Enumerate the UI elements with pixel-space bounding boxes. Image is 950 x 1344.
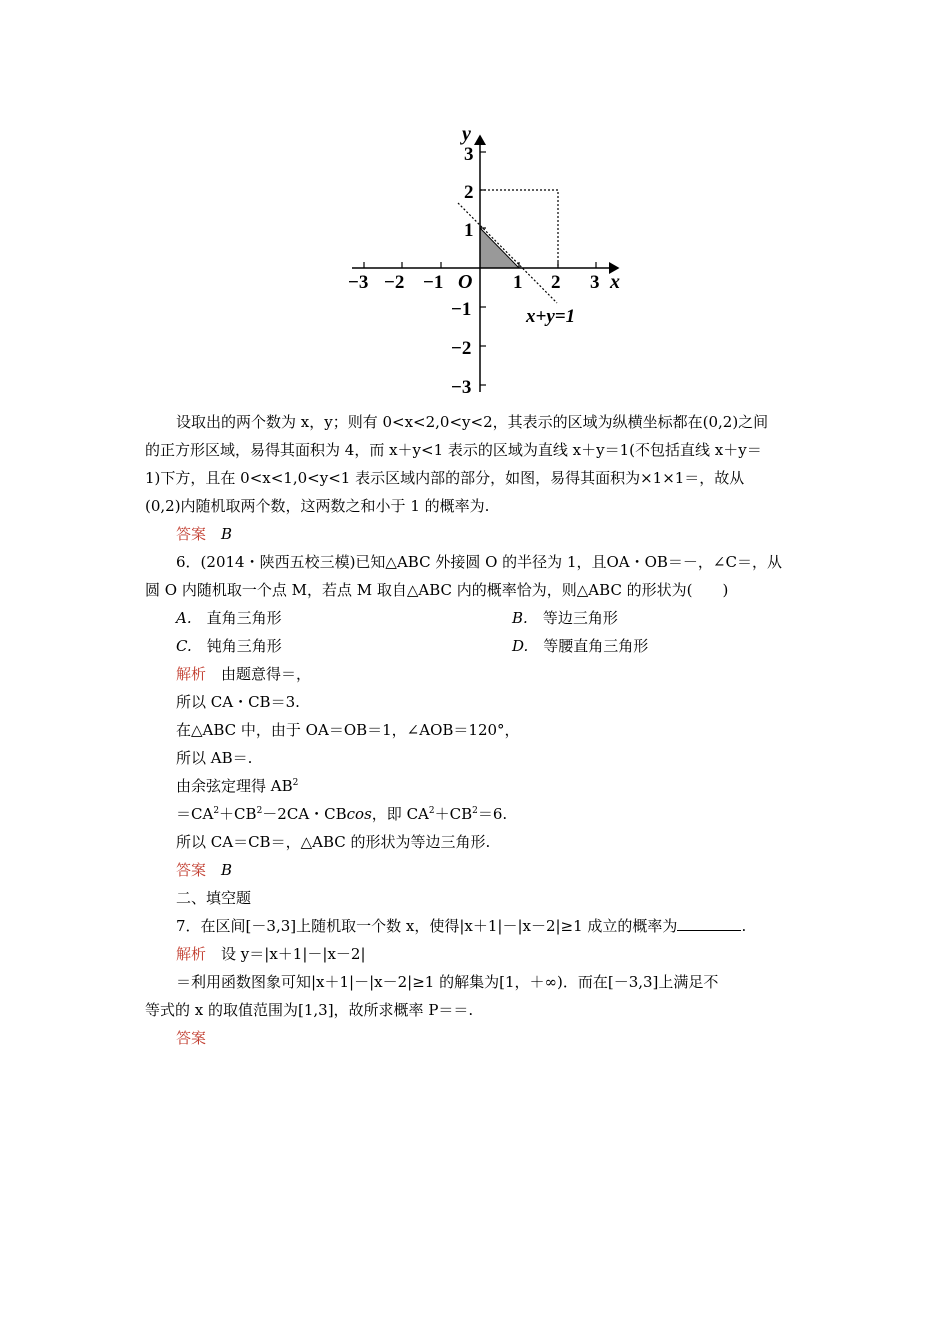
superscript: 2 [472,806,478,816]
answer-5 [176,520,232,548]
x-tick-label: −1 [423,272,444,293]
option-a [176,604,282,632]
superscript: 2 [256,806,263,816]
y-tick-label: 2 [464,182,474,203]
x-axis-label: x [610,271,620,293]
sol6-text: cos [346,805,372,823]
sol6-text: 由题意得＝， [221,665,312,683]
option-text: 等腰直角三角形 [543,637,649,655]
solution-label: 解析 [176,945,207,963]
q7-text: 7．在区间[－3,3]上随机取一个数 x，使得|x＋1|－|x－2|≥1 成立的概率为 [176,917,678,935]
answer-label: 答案 [176,861,207,879]
sol6-text: ＝6. [477,805,508,823]
option-text: 直角三角形 [206,609,282,627]
sol6-text: 由余弦定理得 AB [176,777,293,795]
sol6-line-7: 所以 CA＝CB＝，△ABC 的形状为等边三角形. [176,833,491,851]
option-letter: A. [176,609,192,627]
x-tick-label: −2 [384,272,405,293]
x-tick-label: 1 [513,272,523,293]
superscript: 2 [213,806,220,816]
option-text: 钝角三角形 [206,637,282,655]
answer-6 [176,856,232,884]
sol6-line-4: 所以 AB＝. [176,749,253,767]
sol6-line-6 [176,800,507,828]
sol6-line-5 [176,772,298,800]
q6-line-2: 圆 O 内随机取一个点 M，若点 M 取自△ABC 内的概率恰为，则△ABC 的形状为( ) [145,581,729,599]
sol7-line-2: ＝利用函数图象可知|x＋1|－|x－2|≥1 的解集为[1，＋∞)．而在[－3,3]上满足不 [176,973,719,991]
option-d [512,632,648,660]
line-label: x+y=1 [526,306,576,327]
sol6-text: ，即 CA [371,805,429,823]
p5-line-3: 1)下方，且在 0<x<1,0<y<1 表示区域内部的部分，如图，易得其面积为×1×1＝，故从 [145,469,745,487]
sol6-line-1 [176,660,311,688]
shaded-region [480,228,519,268]
p5-line-2: 的正方形区域，易得其面积为 4，而 x＋y<1 表示的区域为直线 x＋y＝1(不包括直线 x＋y＝ [145,441,762,459]
option-c [176,632,282,660]
superscript: 2 [292,778,299,788]
y-tick-label: −2 [451,338,472,359]
y-tick-label: −3 [451,377,472,398]
answer-label: 答案 [176,525,207,543]
x-tick-label: 2 [551,272,561,293]
option-b [512,604,618,632]
y-axis-label: y [462,123,471,145]
option-text: 等边三角形 [542,609,618,627]
sol6-text: ＋CB [434,805,473,823]
sol6-text: ＋CB [219,805,257,823]
sol6-line-3: 在△ABC 中，由于 OA＝OB＝1，∠AOB＝120°， [176,721,520,739]
y-tick-label: 1 [464,220,474,241]
origin-label: O [458,271,473,293]
sol7-line-3: 等式的 x 的取值范围为[1,3]，故所求概率 P＝＝. [145,1001,474,1019]
sol6-line-2: 所以 CA・CB＝3. [176,693,300,711]
answer-7 [176,1024,206,1052]
p5-line-1: 设取出的两个数为 x，y；则有 0<x<2,0<y<2，其表示的区域为纵横坐标都在(0,2)之间 [176,413,769,431]
superscript: 2 [428,806,435,816]
answer-blank [677,916,741,931]
sol7-line-1 [176,940,366,968]
option-letter: C. [176,637,192,655]
option-letter: D. [512,637,529,655]
option-letter: B. [512,609,528,627]
sol6-text: －2CA・CB [262,805,347,823]
section-heading: 二、填空题 [176,889,252,907]
line-x-plus-y-eq-1 [458,203,557,303]
q7-line [176,912,746,940]
y-tick-label: 3 [464,144,474,165]
q7-text: . [741,917,747,935]
answer-value: B [221,525,233,543]
q6-line-1: 6．(2014・陕西五校三模)已知△ABC 外接圆 O 的半径为 1，且OA・OB＝－，∠C＝，从 [176,553,782,571]
coordinate-figure [340,120,640,400]
x-tick-label: −3 [348,272,369,293]
x-tick-label: 3 [590,272,600,293]
sol6-text: ＝CA [176,805,214,823]
p5-line-4: (0,2)内随机取两个数，这两数之和小于 1 的概率为. [145,497,490,515]
answer-value: B [221,861,233,879]
sol7-text: 设 y＝|x＋1|－|x－2| [221,945,366,963]
y-tick-label: −1 [451,299,472,320]
answer-label: 答案 [176,1029,207,1047]
solution-label: 解析 [176,665,207,683]
